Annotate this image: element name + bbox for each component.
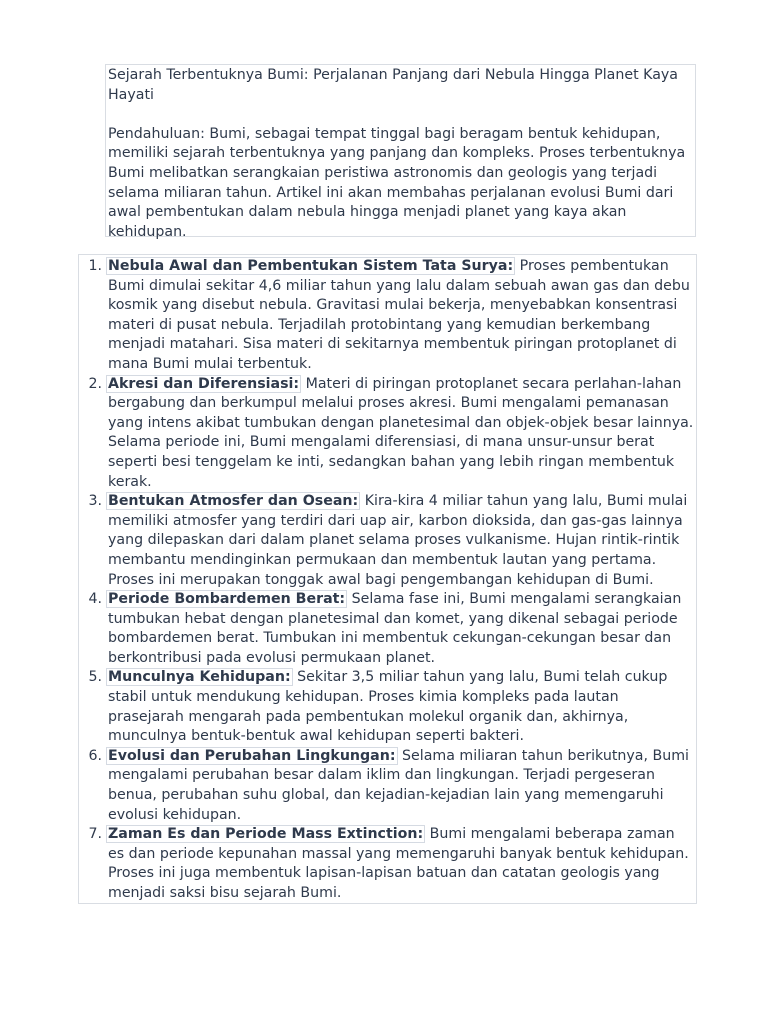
item-number: 7.	[88, 826, 102, 843]
item-text: Materi di piringan protoplanet secara perlahan-lahan bergabung dan berkumpul melalui proses akresi. Bumi mengalami pemanasan yang intens akibat tumbukan dengan planetesimal dan objek-objek besar lainnya. Selama periode ini, Bumi mengalami diferensiasi, di mana unsur-unsur berat seperti besi tenggelam ke inti, sedangkan bahan yang lebih ringan membentuk kerak.	[108, 375, 694, 490]
item-number: 2.	[88, 375, 102, 392]
list-item	[88, 590, 694, 668]
item-heading: Nebula Awal dan Pembentukan Sistem Tata Surya:	[108, 258, 514, 274]
item-text: Bumi mengalami beberapa zaman es dan periode kepunahan massal yang memengaruhi banyak bentuk kehidupan. Proses ini juga membentuk lapisan-lapisan batuan dan catatan geologis yang menjadi saksi bisu sejarah Bumi.	[108, 826, 689, 901]
item-number: 6.	[88, 747, 102, 764]
item-heading: Periode Bombardemen Berat:	[108, 591, 346, 608]
sections-box	[78, 254, 697, 904]
sections-list	[88, 257, 694, 904]
item-number: 3.	[88, 493, 102, 510]
item-heading: Bentukan Atmosfer dan Osean:	[108, 493, 359, 510]
list-item	[88, 825, 694, 903]
article-title: Sejarah Terbentuknya Bumi: Perjalanan Panjang dari Nebula Hingga Planet Kaya Hayati	[108, 67, 679, 103]
item-text: Selama miliaran tahun berikutnya, Bumi mengalami perubahan besar dalam iklim dan lingkungan. Terjadi pergeseran benua, perubahan suhu global, dan kejadian-kejadian lain yang memengaruhi evolusi kehidupan.	[108, 747, 689, 823]
intro-paragraph: Pendahuluan: Bumi, sebagai tempat tinggal bagi beragam bentuk kehidupan, memiliki sejarah terbentuknya yang panjang dan kompleks. Proses terbentuknya Bumi melibatkan serangkaian peristiwa astronomis dan geologis yang terjadi selama miliaran tahun. Artikel ini akan membahas perjalanan evolusi Bumi dari awal pembentukan dalam nebula hingga menjadi planet yang kaya akan kehidupan.	[108, 125, 686, 240]
item-heading: Munculnya Kehidupan:	[108, 669, 291, 686]
item-text: Kira-kira 4 miliar tahun yang lalu, Bumi mulai memiliki atmosfer yang terdiri dari uap air, karbon dioksida, dan gas-gas lainnya yang dilepaskan dari dalam planet selama proses vulkanisme. Hujan rintik-rintik membantu mendinginkan permukaan dan membentuk lautan yang pertama. Proses ini merupakan tonggak awal bagi pengembangan kehidupan di Bumi.	[108, 493, 688, 588]
item-heading: Akresi dan Diferensiasi:	[108, 375, 300, 392]
item-number: 4.	[88, 591, 102, 608]
list-item	[88, 492, 694, 590]
item-number: 1.	[88, 258, 102, 274]
list-item	[88, 257, 694, 375]
item-heading: Evolusi dan Perubahan Lingkungan:	[108, 747, 396, 764]
item-text: Selama fase ini, Bumi mengalami serangkaian tumbukan hebat dengan planetesimal dan komet, yang dikenal sebagai periode bombardemen berat. Tumbukan ini membentuk cekungan-cekungan besar dan berkontribusi pada evolusi permukaan planet.	[108, 591, 682, 666]
item-text: Sekitar 3,5 miliar tahun yang lalu, Bumi telah cukup stabil untuk mendukung kehidupan. Proses kimia kompleks pada lautan prasejarah mengarah pada pembentukan molekul organik dan, akhirnya, munculnya bentuk-bentuk awal kehidupan seperti bakteri.	[108, 669, 668, 745]
item-heading: Zaman Es dan Periode Mass Extinction:	[108, 826, 424, 843]
list-item	[88, 375, 694, 493]
list-item	[88, 668, 694, 746]
item-text: Proses pembentukan Bumi dimulai sekitar 4,6 miliar tahun yang lalu dalam sebuah awan gas dan debu kosmik yang disebut nebula. Gravitasi mulai bekerja, menyebabkan konsentrasi materi di pusat nebula. Terjadilah protobintang yang kemudian berkembang menjadi matahari. Sisa materi di sekitarnya membentuk piringan protoplanet di mana Bumi mulai terbentuk.	[108, 258, 690, 372]
list-item	[88, 747, 694, 825]
item-number: 5.	[88, 669, 102, 686]
intro-box	[105, 64, 696, 240]
